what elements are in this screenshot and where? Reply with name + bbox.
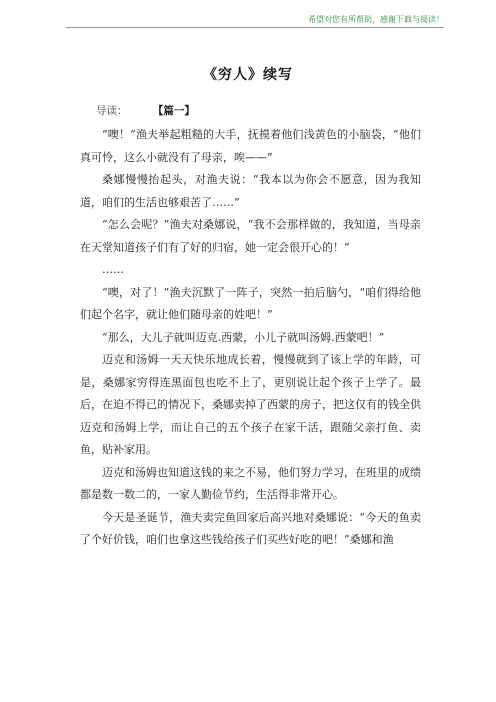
document-body <box>80 124 421 552</box>
paragraph: “那么，大儿子就叫迈克.西蒙，小儿子就叫汤姆.西蒙吧！” <box>102 330 385 344</box>
intro-line <box>96 103 195 118</box>
section-label: 【篇一】 <box>152 105 195 117</box>
document-title: 《穷人》续写 <box>203 67 293 83</box>
paragraph: 迈克和汤姆也知道这钱的来之不易，他们努力学习，在班里的成绩都是数一数二的，一家人勤俭节约，生活得非常开心。 <box>80 465 421 501</box>
paragraph: “噢！”渔夫举起粗糙的大手，抚摸着他们浅黄色的小脑袋，“他们真可怜，这么小就没有了母亲，唉——” <box>80 128 421 164</box>
header-rule <box>66 27 444 28</box>
paragraph: 迈克和汤姆一天天快乐地成长着，慢慢就到了该上学的年龄，可是，桑娜家穷得连黑面包也吃不上了，更别说让起个孩子上学了。最后，在迫不得已的情况下，桑娜卖掉了西蒙的房子，把这仅有的钱全供迈克和汤姆上学，而让自己的五个孩子在家干活，跟随父亲打鱼、卖鱼，贴补家用。 <box>80 353 421 456</box>
header-note: 希望对您有所帮助，感谢下载与阅读！ <box>308 15 444 24</box>
paragraph-ellipsis: …… <box>102 263 124 276</box>
intro-label: 导读： <box>96 105 128 117</box>
paragraph: “噢，对了！”渔夫沉默了一阵子，突然一拍后脑勺，“咱们得给他们起个名字，就让他们随母亲的姓吧！” <box>80 285 421 321</box>
paragraph: 今天是圣诞节，渔夫卖完鱼回家后高兴地对桑娜说：“今天的鱼卖了个好价钱，咱们也拿这些钱给孩子们买些好吃的吧！”桑娜和渔 <box>80 510 421 546</box>
paragraph: 桑娜慢慢抬起头，对渔夫说：“我本以为你会不愿意，因为我知道，咱们的生活也够艰苦了……” <box>80 173 421 209</box>
paragraph: “怎么会呢？”渔夫对桑娜说，“我不会那样做的，我知道，当母亲在天堂知道孩子们有了好的归宿，她一定会很开心的！” <box>80 218 421 254</box>
